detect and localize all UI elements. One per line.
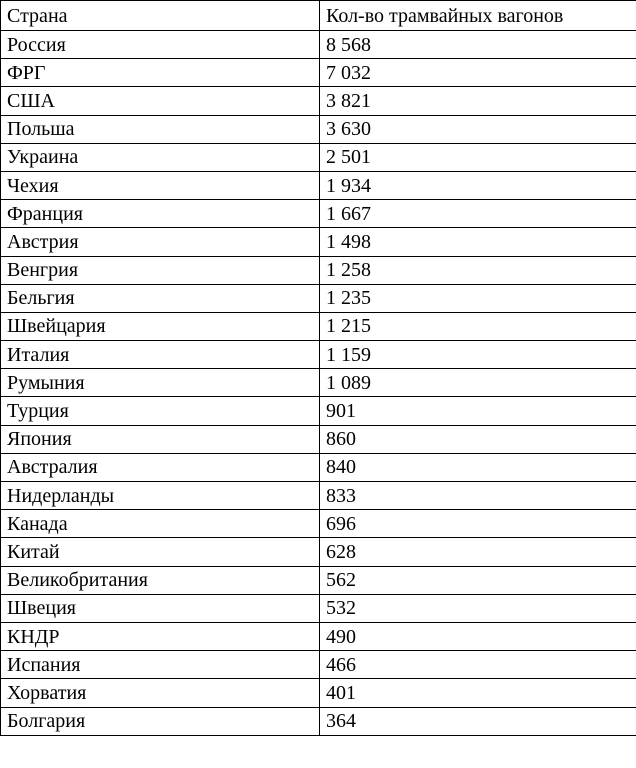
tram-count-cell: 2 501 <box>320 143 636 171</box>
table-row <box>1 228 636 256</box>
table-body <box>1 1 636 736</box>
country-cell: Австрия <box>1 228 320 256</box>
country-cell: Румыния <box>1 369 320 397</box>
table-row <box>1 59 636 87</box>
country-cell: Швейцария <box>1 312 320 340</box>
table-row <box>1 369 636 397</box>
country-cell: Хорватия <box>1 679 320 707</box>
tram-count-cell: 532 <box>320 594 636 622</box>
tram-count-cell: 860 <box>320 425 636 453</box>
country-cell: Болгария <box>1 707 320 735</box>
header-country: Страна <box>1 1 320 31</box>
table-row <box>1 341 636 369</box>
table-row <box>1 594 636 622</box>
tram-count-cell: 1 934 <box>320 171 636 199</box>
header-tram-count: Кол-во трамвайных вагонов <box>320 1 636 31</box>
tram-count-cell: 1 159 <box>320 341 636 369</box>
tram-count-cell: 3 821 <box>320 87 636 115</box>
table-row <box>1 31 636 59</box>
tram-count-cell: 628 <box>320 538 636 566</box>
country-cell: Австралия <box>1 453 320 481</box>
country-cell: Италия <box>1 341 320 369</box>
country-cell: Украина <box>1 143 320 171</box>
country-cell: Польша <box>1 115 320 143</box>
tram-count-cell: 1 498 <box>320 228 636 256</box>
table-row <box>1 200 636 228</box>
tram-count-cell: 840 <box>320 453 636 481</box>
country-cell: Испания <box>1 651 320 679</box>
tram-count-cell: 1 258 <box>320 256 636 284</box>
table-row <box>1 143 636 171</box>
tram-count-cell: 7 032 <box>320 59 636 87</box>
country-cell: Венгрия <box>1 256 320 284</box>
tram-count-cell: 8 568 <box>320 31 636 59</box>
table-row <box>1 482 636 510</box>
country-cell: Чехия <box>1 171 320 199</box>
country-cell: ФРГ <box>1 59 320 87</box>
tram-count-cell: 490 <box>320 622 636 650</box>
tram-count-cell: 364 <box>320 707 636 735</box>
country-cell: Великобритания <box>1 566 320 594</box>
table-row <box>1 87 636 115</box>
country-cell: Япония <box>1 425 320 453</box>
table-row <box>1 679 636 707</box>
tram-count-cell: 1 215 <box>320 312 636 340</box>
table-row <box>1 312 636 340</box>
table-row <box>1 510 636 538</box>
tram-count-cell: 696 <box>320 510 636 538</box>
country-cell: Нидерланды <box>1 482 320 510</box>
country-cell: КНДР <box>1 622 320 650</box>
country-cell: Россия <box>1 31 320 59</box>
country-cell: Китай <box>1 538 320 566</box>
table-row <box>1 171 636 199</box>
table-row <box>1 397 636 425</box>
tram-count-cell: 1 667 <box>320 200 636 228</box>
table-row <box>1 566 636 594</box>
table-row <box>1 453 636 481</box>
tram-count-cell: 1 235 <box>320 284 636 312</box>
table-row <box>1 284 636 312</box>
table-row <box>1 707 636 735</box>
country-cell: Канада <box>1 510 320 538</box>
table-row <box>1 425 636 453</box>
country-cell: Швеция <box>1 594 320 622</box>
table-row <box>1 651 636 679</box>
country-cell: Турция <box>1 397 320 425</box>
table-header-row <box>1 1 636 31</box>
table-row <box>1 256 636 284</box>
country-cell: Франция <box>1 200 320 228</box>
table-row <box>1 622 636 650</box>
tram-count-cell: 833 <box>320 482 636 510</box>
tram-count-cell: 466 <box>320 651 636 679</box>
country-cell: США <box>1 87 320 115</box>
country-cell: Бельгия <box>1 284 320 312</box>
table-row <box>1 538 636 566</box>
tram-count-cell: 901 <box>320 397 636 425</box>
tram-count-cell: 562 <box>320 566 636 594</box>
tram-count-cell: 401 <box>320 679 636 707</box>
tram-count-cell: 1 089 <box>320 369 636 397</box>
table-row <box>1 115 636 143</box>
tram-count-cell: 3 630 <box>320 115 636 143</box>
